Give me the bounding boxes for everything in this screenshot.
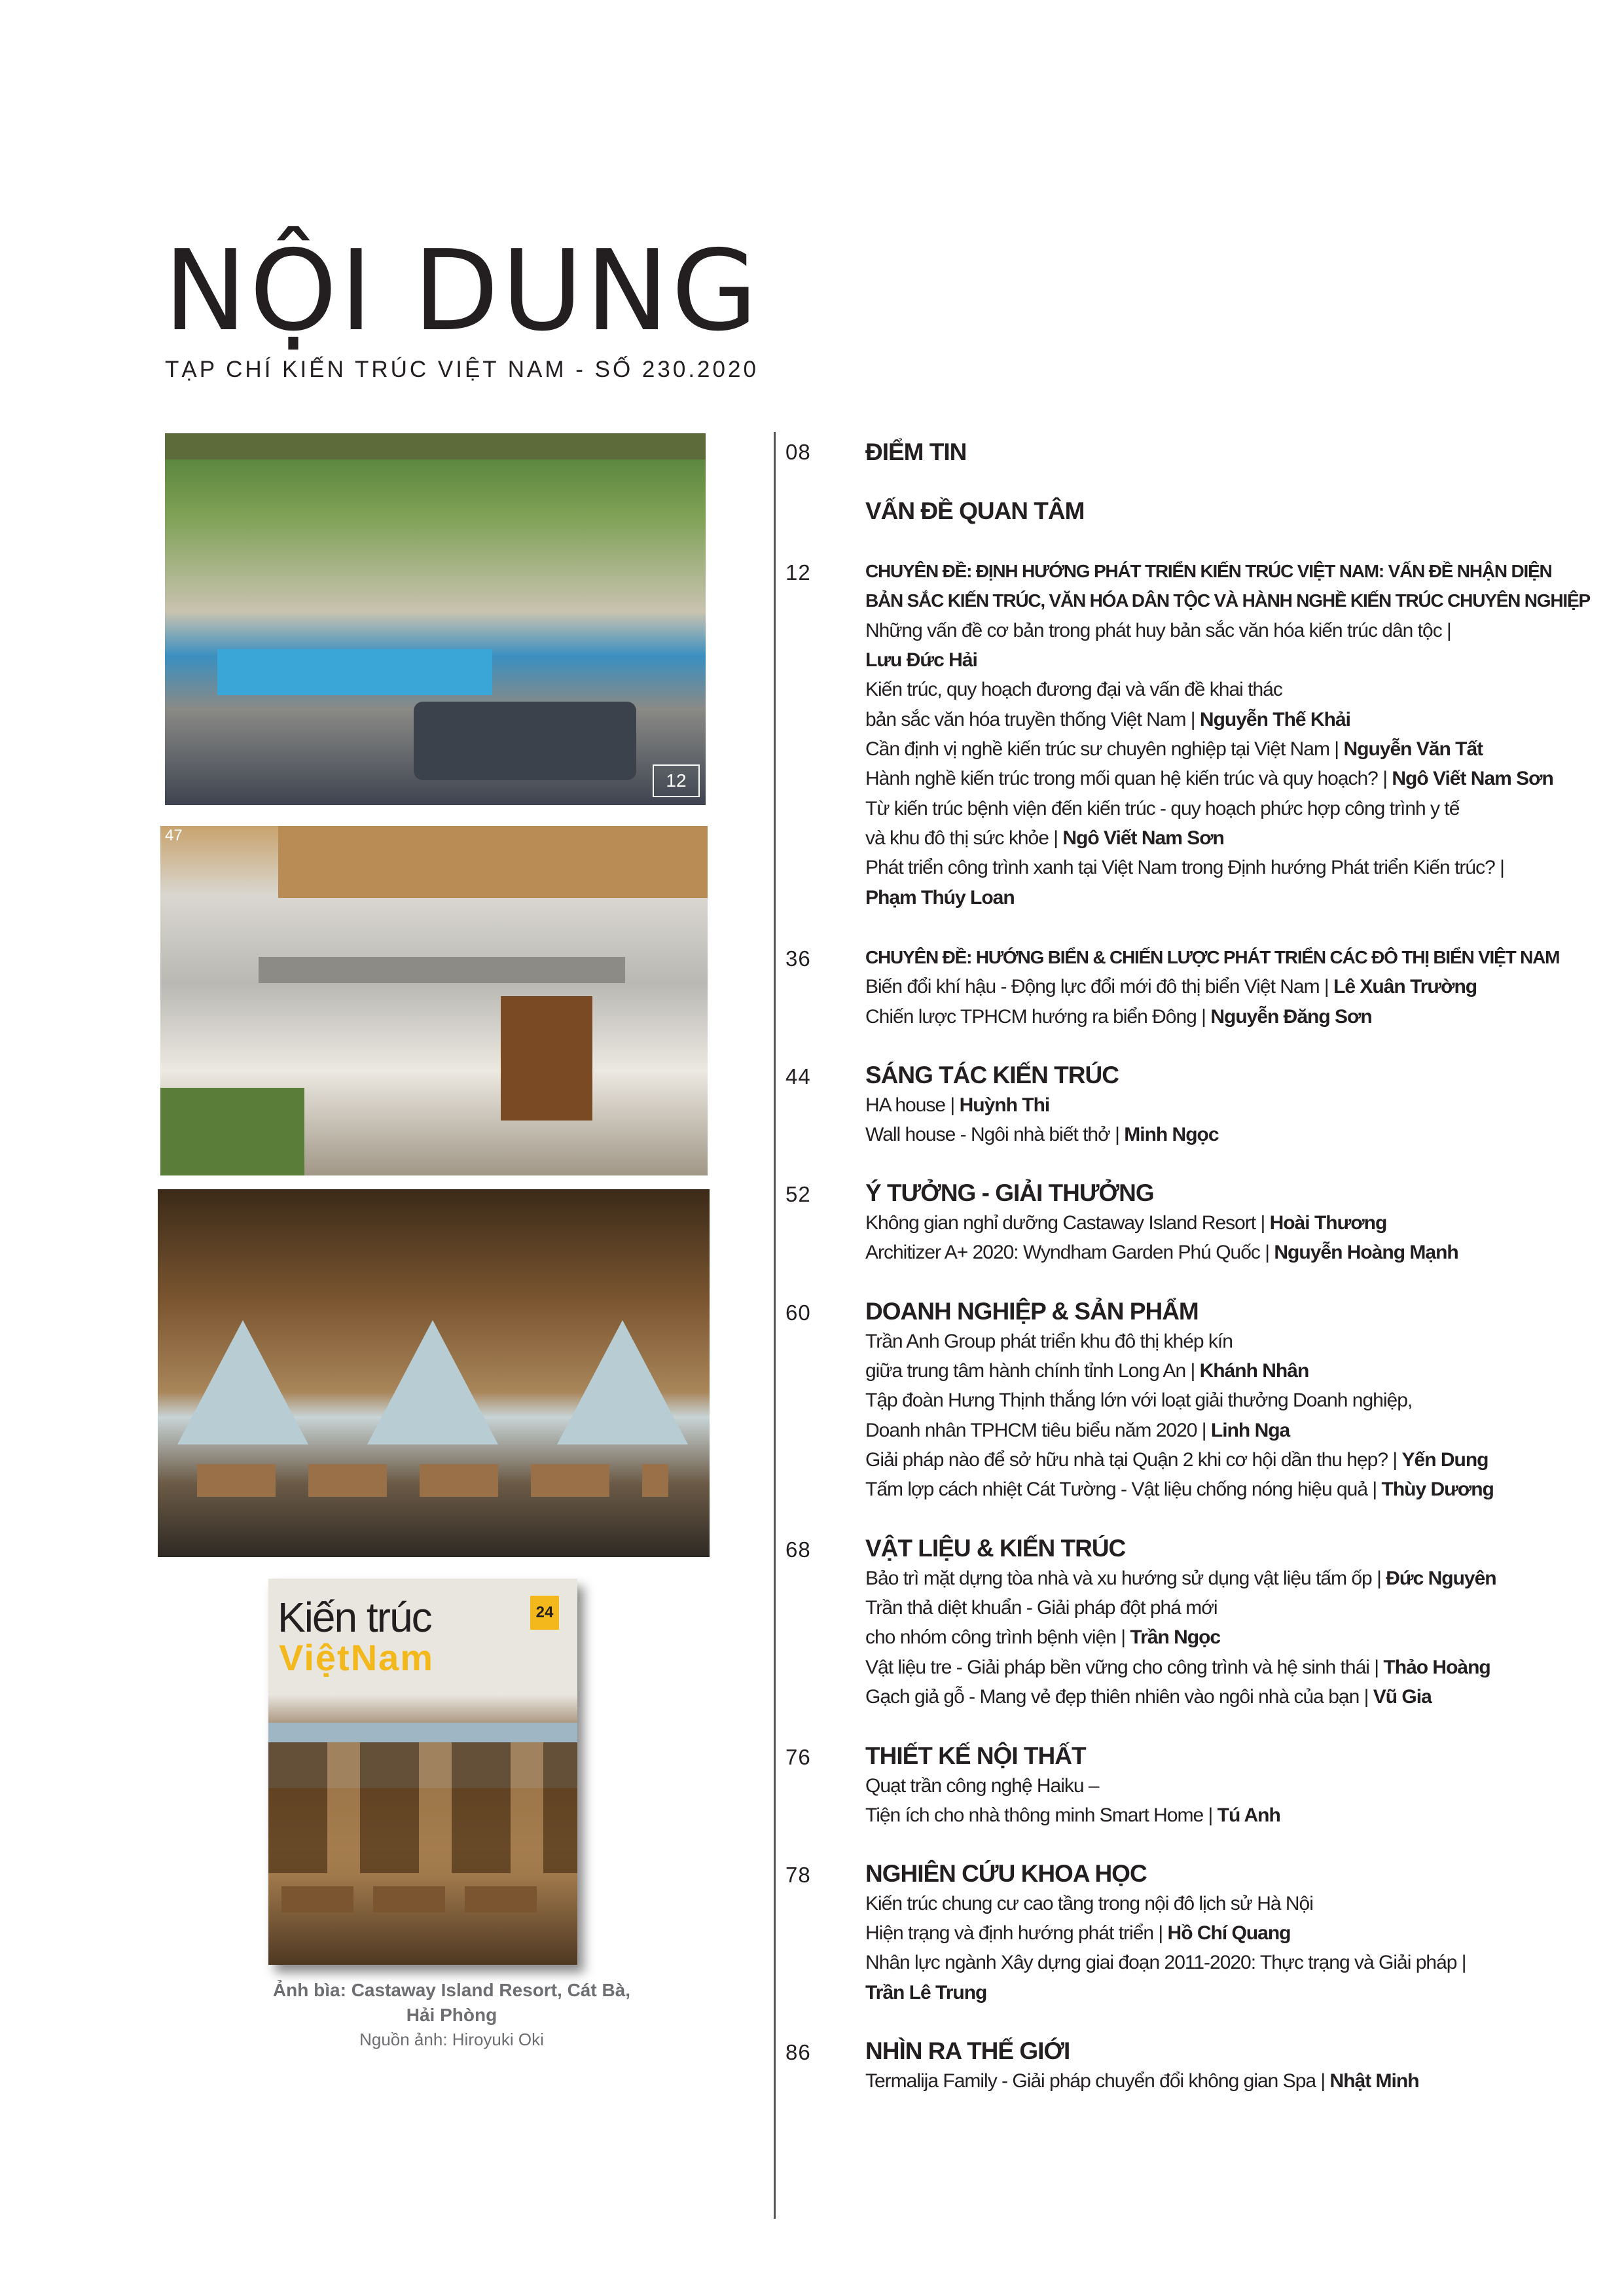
section-heading: ĐIỂM TIN [865, 439, 967, 465]
article-entry: giữa trung tâm hành chính tỉnh Long An | Khánh Nhân [865, 1360, 1309, 1382]
cover-caption [268, 1978, 635, 2051]
photo-sofa [414, 702, 636, 780]
section-page-number: 78 [785, 1863, 811, 1887]
section-heading: NGHIÊN CỨU KHOA HỌC [865, 1860, 1147, 1887]
article-entry: Tấm lợp cách nhiệt Cát Tường - Vật liệu chống nóng hiệu quả | Thùy Dương [865, 1479, 1494, 1500]
article-author: Phạm Thúy Loan [865, 887, 1015, 908]
article-entry: Những vấn đề cơ bản trong phát huy bản sắc văn hóa kiến trúc dân tộc | [865, 620, 1451, 641]
article-author: Lưu Đức Hải [865, 649, 977, 671]
section-page-number: 52 [785, 1182, 811, 1206]
section-page-number: 44 [785, 1064, 811, 1088]
cover-badge: 24 [530, 1596, 559, 1630]
cover-title-line2: ViệtNam [279, 1637, 435, 1678]
article-entry: Không gian nghỉ dưỡng Castaway Island Resort | Hoài Thương [865, 1212, 1387, 1234]
photo-concrete-house [160, 826, 708, 1175]
article-entry: Kiến trúc, quy hoạch đương đại và vấn đề khai thác [865, 679, 1282, 700]
section-heading: THIẾT KẾ NỘI THẤT [865, 1742, 1086, 1769]
section-heading: SÁNG TÁC KIẾN TRÚC [865, 1062, 1119, 1088]
photo-villa-pool [165, 433, 706, 805]
article-entry: HA house | Huỳnh Thi [865, 1094, 1050, 1116]
photo-wooden-door [501, 996, 592, 1121]
article-entry: Tiện ích cho nhà thông minh Smart Home | Tú Anh [865, 1804, 1280, 1826]
section-subheading: CHUYÊN ĐỀ: HƯỚNG BIỂN & CHIẾN LƯỢC PHÁT TRIỂN CÁC ĐÔ THỊ BIỂN VIỆT NAM [865, 947, 1560, 967]
section-page-number: 36 [785, 946, 811, 971]
article-entry: cho nhóm công trình bệnh viện | Trần Ngọc [865, 1626, 1221, 1648]
article-entry: và khu đô thị sức khỏe | Ngô Viết Nam Sơn [865, 827, 1224, 849]
photo-pool [217, 649, 492, 695]
article-entry: bản sắc văn hóa truyền thống Việt Nam | Nguyễn Thế Khải [865, 709, 1350, 730]
section-page-number: 68 [785, 1537, 811, 1562]
cover-bamboo-arches [268, 1742, 577, 1873]
photo-tables [197, 1464, 668, 1497]
article-entry: Tập đoàn Hưng Thịnh thắng lớn với loạt giải thưởng Doanh nghiệp, [865, 1390, 1413, 1411]
article-entry: Architizer A+ 2020: Wyndham Garden Phú Quốc | Nguyễn Hoàng Mạnh [865, 1242, 1458, 1263]
section-heading: Ý TƯỞNG - GIẢI THƯỞNG [865, 1179, 1154, 1206]
section-page-number: 86 [785, 2040, 811, 2064]
photo-wood-ceiling [278, 826, 708, 898]
photo-arch-opening [177, 1320, 308, 1444]
photo-page-number: 47 [165, 827, 183, 844]
section-heading: DOANH NGHIỆP & SẢN PHẨM [865, 1298, 1199, 1325]
article-entry: Từ kiến trúc bệnh viện đến kiến trúc - quy hoạch phức hợp công trình y tế [865, 798, 1460, 819]
article-entry: Cần định vị nghề kiến trúc sư chuyên nghiệp tại Việt Nam | Nguyễn Văn Tất [865, 738, 1483, 760]
cover-caption-credit: Nguồn ảnh: Hiroyuki Oki [359, 2030, 544, 2049]
section-heading: VẬT LIỆU & KIẾN TRÚC [865, 1535, 1126, 1562]
section-heading: NHÌN RA THẾ GIỚI [865, 2037, 1070, 2064]
article-entry: Doanh nhân TPHCM tiêu biểu năm 2020 | Linh Nga [865, 1420, 1290, 1441]
photo-arch-opening [367, 1320, 498, 1444]
article-entry: Bảo trì mặt dựng tòa nhà và xu hướng sử dụng vật liệu tấm ốp | Đức Nguyên [865, 1568, 1496, 1589]
article-entry: Wall house - Ngôi nhà biết thở | Minh Ngọc [865, 1124, 1219, 1145]
article-entry: Chiến lược TPHCM hướng ra biển Đông | Nguyễn Đăng Sơn [865, 1006, 1372, 1028]
page-title: NỘI DUNG [164, 226, 761, 356]
article-entry: Vật liệu tre - Giải pháp bền vững cho công trình và hệ sinh thái | Thảo Hoàng [865, 1657, 1490, 1678]
section-page-number: 12 [785, 560, 811, 584]
article-entry: Giải pháp nào để sở hữu nhà tại Quận 2 khi cơ hội dần thu hẹp? | Yến Dung [865, 1449, 1489, 1471]
section-page-number: 60 [785, 1300, 811, 1325]
photo-page-badge: 12 [653, 764, 700, 797]
photo-concrete-slab [259, 957, 625, 983]
article-entry: Trần Anh Group phát triển khu đô thị khép kín [865, 1331, 1233, 1352]
cover-title-line1: Kiến trúc [278, 1594, 431, 1641]
section-heading: VẤN ĐỀ QUAN TÂM [865, 497, 1085, 524]
article-entry: Gạch giả gỗ - Mang vẻ đẹp thiên nhiên vào ngôi nhà của bạn | Vũ Gia [865, 1686, 1432, 1708]
photo-bamboo-pavilion [158, 1189, 710, 1557]
section-subheading: BẢN SẮC KIẾN TRÚC, VĂN HÓA DÂN TỘC VÀ HÀNH NGHỀ KIẾN TRÚC CHUYÊN NGHIỆP [865, 590, 1590, 611]
photo-arch-opening [557, 1320, 688, 1444]
magazine-cover [268, 1579, 577, 1965]
article-entry: Biến đổi khí hậu - Động lực đổi mới đô thị biển Việt Nam | Lê Xuân Trường [865, 976, 1477, 997]
photo-plants [160, 1088, 304, 1175]
section-page-number: 76 [785, 1745, 811, 1769]
article-entry: Termalija Family - Giải pháp chuyển đổi không gian Spa | Nhật Minh [865, 2070, 1419, 2092]
cover-caption-title: Ảnh bìa: Castaway Island Resort, Cát Bà, Hải Phòng [272, 1980, 631, 2025]
article-entry: Nhân lực ngành Xây dựng giai đoạn 2011-2020: Thực trạng và Giải pháp | [865, 1952, 1466, 1973]
photo-ceiling [165, 433, 706, 459]
article-entry: Trần thả diệt khuẩn - Giải pháp đột phá mới [865, 1597, 1218, 1619]
article-entry: Hiện trạng và định hướng phát triển | Hồ Chí Quang [865, 1922, 1291, 1944]
cover-tables [281, 1886, 556, 1912]
article-entry: Hành nghề kiến trúc trong mối quan hệ kiến trúc và quy hoạch? | Ngô Viết Nam Sơn [865, 768, 1553, 789]
section-subheading: CHUYÊN ĐỀ: ĐỊNH HƯỚNG PHÁT TRIỂN KIẾN TRÚC VIỆT NAM: VẤN ĐỀ NHẬN DIỆN [865, 561, 1552, 581]
article-entry: Kiến trúc chung cư cao tầng trong nội đô lịch sử Hà Nội [865, 1893, 1313, 1914]
article-entry: Quạt trần công nghệ Haiku – [865, 1775, 1099, 1797]
article-entry: Phát triển công trình xanh tại Việt Nam trong Định hướng Phát triển Kiến trúc? | [865, 857, 1504, 878]
article-author: Trần Lê Trung [865, 1982, 987, 2003]
section-page-number: 08 [785, 440, 811, 464]
toc-divider [774, 432, 776, 2219]
magazine-issue-subtitle: TẠP CHÍ KIẾN TRÚC VIỆT NAM - SỐ 230.2020 [165, 357, 759, 382]
